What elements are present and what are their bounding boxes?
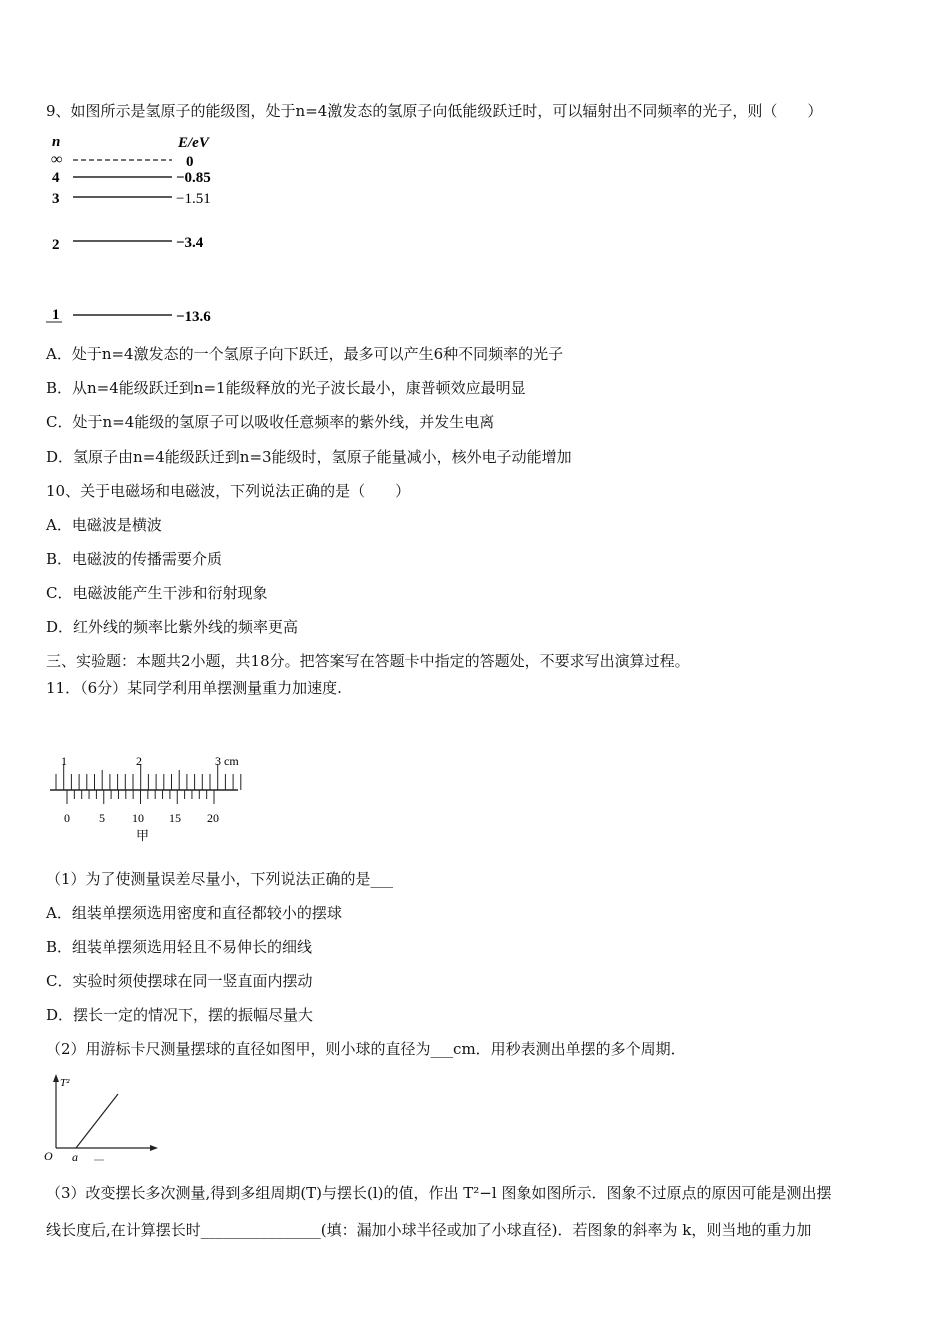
caliper-caption: 甲	[136, 828, 150, 843]
main-scale	[56, 764, 241, 790]
q11-part2: （2）用游标卡尺测量摆球的直径如图甲，则小球的直径为___cm．用秒表测出单摆的多个周期．	[46, 1040, 686, 1058]
q10-option-c: C．电磁波能产生干涉和衍射现象	[46, 584, 268, 602]
graph-line	[76, 1094, 118, 1148]
q11-option-b: B．组装单摆须选用轻且不易伸长的细线	[46, 938, 313, 956]
level-e-label: −13.6	[176, 309, 211, 325]
y-axis-arrow	[53, 1074, 59, 1082]
vernier-label-15: 15	[169, 811, 181, 825]
x-intercept-label: a	[72, 1150, 78, 1164]
origin-label: O	[44, 1149, 53, 1163]
q9-option-b: B．从n=4能级跃迁到n=1能级释放的光子波长最小，康普顿效应最明显	[46, 379, 526, 397]
n-header: n	[52, 134, 61, 150]
vernier-label-10: 10	[132, 811, 144, 825]
level-e-label: 0	[186, 154, 194, 170]
y-axis-label: T²	[60, 1077, 70, 1089]
q11-part1: （1）为了使测量误差尽量小，下列说法正确的是___	[46, 870, 394, 888]
level-e-label: −0.85	[176, 170, 211, 186]
q9-option-d: D．氢原子由n=4能级跃迁到n=3能级时，氢原子能量减小，核外电子动能增加	[46, 448, 572, 466]
q11-stem: 11．（6分）某同学利用单摆测量重力加速度.	[46, 679, 342, 697]
q10-option-d: D．红外线的频率比紫外线的频率更高	[46, 618, 299, 636]
q10-option-b: B．电磁波的传播需要介质	[46, 550, 223, 568]
vernier-label-0: 0	[64, 811, 70, 825]
level-n-label: ∞	[51, 151, 63, 168]
q10-stem: 10、关于电磁场和电磁波，下列说法正确的是（ ）	[46, 482, 411, 500]
q10-option-a: A．电磁波是横波	[46, 516, 162, 534]
main-label-3: 3 cm	[215, 754, 239, 768]
main-label-1: 1	[61, 754, 67, 768]
t2-l-graph	[40, 1072, 165, 1164]
q11-option-c: C．实验时须使摆球在同一竖直面内摆动	[46, 972, 313, 990]
level-e-label: −3.4	[176, 235, 204, 251]
level-e-label: −1.51	[176, 191, 211, 207]
e-header: E/eV	[178, 135, 209, 151]
vernier-label-20: 20	[207, 811, 219, 825]
level-n-label: 3	[52, 191, 60, 207]
q9-stem: 9、如图所示是氢原子的能级图，处于n=4激发态的氢原子向低能级跃迁时，可以辐射出不同频率的光子，则（ ）	[46, 102, 823, 120]
q11-option-a: A．组装单摆须选用密度和直径都较小的摆球	[46, 904, 342, 922]
q11-part3-line2: 线长度后,在计算摆长时________________(填：漏加小球半径或加了小球直径)．若图象的斜率为 k，则当地的重力加	[46, 1221, 812, 1239]
energy-level-diagram	[40, 130, 240, 330]
section-heading: 三、实验题：本题共2小题，共18分。把答案写在答题卡中指定的答题处，不要求写出演算过程。	[46, 652, 690, 670]
x-axis-arrow	[150, 1145, 158, 1151]
vernier-label-5: 5	[99, 811, 105, 825]
vernier-scale	[67, 790, 214, 804]
q9-option-c: C．处于n=4能级的氢原子可以吸收任意频率的紫外线，并发生电离	[46, 413, 495, 431]
level-n-label: 4	[52, 170, 60, 186]
main-label-2: 2	[136, 754, 142, 768]
vernier-caliper-diagram	[44, 752, 254, 847]
level-n-label: 1	[52, 307, 60, 323]
level-n-label: 2	[52, 237, 60, 253]
q11-part3-line1: （3）改变摆长多次测量,得到多组周期(T)与摆长(l)的值，作出 T²−l 图象如图所示．图象不过原点的原因可能是测出摆	[46, 1184, 832, 1202]
q9-option-a: A．处于n=4激发态的一个氢原子向下跃迁，最多可以产生6种不同频率的光子	[46, 345, 564, 363]
q11-option-d: D．摆长一定的情况下，摆的振幅尽量大	[46, 1006, 314, 1024]
